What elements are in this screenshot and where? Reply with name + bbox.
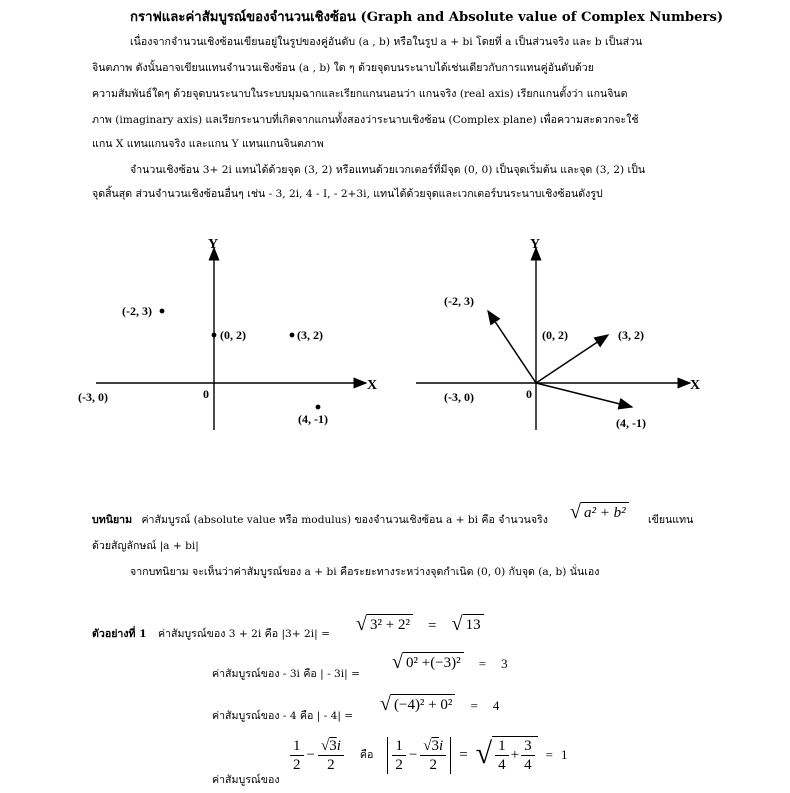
para2-line-1: จำนวนเชิงซ้อน 3+ 2i แทนได้ด้วยจุด (3, 2) หรือแทนด้วยเวกเตอร์ที่มีจุด (0, 0) เป็นจุดเริ่มต้น และจุด (3, 2) เป็น	[130, 164, 646, 176]
graph-vectors	[410, 230, 710, 440]
vector-arrow	[536, 383, 632, 407]
example-label: ตัวอย่างที่ 1	[92, 628, 147, 640]
page-title: กราฟและค่าสัมบูรณ์ของจำนวนเชิงซ้อน (Graph and Absolute value of Complex Numbers)	[130, 10, 724, 25]
definition-formula: √ a² + b²	[570, 502, 629, 523]
y-axis-label: Y	[530, 237, 541, 252]
intro-line-4: ภาพ (imaginary axis) แลเรียกระนาบที่เกิดจากแกนทั้งสองว่าระนาบเชิงซ้อน (Complex plane) เพื่อความสะดวกจะใช้	[92, 114, 639, 126]
vector-label: (-3, 0)	[444, 390, 474, 404]
y-axis-label: Y	[208, 237, 219, 252]
page-title-english: (Graph and Absolute value of Complex Numbers)	[355, 10, 724, 25]
definition-after: เขียนแทน	[648, 514, 694, 526]
point-label: (3, 2)	[297, 328, 323, 342]
definition-text: ค่าสัมบูรณ์ (absolute value หรือ modulus) ของจำนวนเชิงซ้อน a + bi คือ จำนวนจริง	[141, 514, 548, 526]
example-row-3: ค่าสัมบูรณ์ของ - 4 คือ | - 4| =	[212, 710, 354, 722]
example-row-2: ค่าสัมบูรณ์ของ - 3i คือ | - 3i| =	[212, 668, 360, 680]
vector-label: (4, -1)	[616, 416, 646, 430]
vector-label: (-2, 3)	[444, 294, 474, 308]
origin-label: 0	[203, 387, 209, 401]
intro-line-5: แกน X แทนแกนจริง และแกน Y แทนแกนจินตภาพ	[92, 138, 324, 150]
definition-line-3: จากบทนิยาม จะเห็นว่าค่าสัมบูรณ์ของ a + bi คือระยะทางระหว่างจุดกำเนิด (0, 0) กับจุด (a, b) นั่นเอง	[130, 566, 600, 578]
example-row-3-formula: √ (−4)² + 0² = 4	[380, 693, 500, 715]
point-label: (4, -1)	[298, 412, 328, 426]
definition-line-1	[92, 514, 548, 527]
intro-line-2: จินตภาพ ดังนั้นอาจเขียนแทนจำนวนเชิงซ้อน (a , b) ใด ๆ ด้วยจุดบนระนาบได้เช่นเดียวกับการแทนคู่อันดับด้วย	[92, 62, 594, 74]
x-axis-label: X	[367, 378, 378, 393]
definition-label: บทนิยาม	[92, 514, 133, 526]
point-marker	[290, 333, 295, 338]
vector-label: (0, 2)	[542, 328, 568, 342]
example-row-1-formula: √ 3² + 2² = √ 13	[356, 614, 484, 635]
definition-line-2: ด้วยสัญลักษณ์ |a + bi|	[92, 540, 199, 552]
vector-arrow	[536, 335, 608, 383]
point-marker	[212, 333, 217, 338]
vector-arrow	[488, 311, 536, 383]
example-row-4: ค่าสัมบูรณ์ของ	[212, 774, 280, 786]
example-row-2-formula: √ 0² +(−3)² = 3	[392, 651, 508, 673]
point-marker	[316, 405, 321, 410]
origin-label: 0	[526, 387, 532, 401]
point-label: (-3, 0)	[78, 390, 108, 404]
intro-line-3: ความสัมพันธ์ใดๆ ด้วยจุดบนระนาบในระบบมุมฉากและเรียกแกนนอนว่า แกนจริง (real axis) เรียกแกนตั้งว่า แกนจินต	[92, 88, 628, 100]
example-row-4-formula: $\frac{1}{2}$ − $\frac{√3i}{2}$ คือ $\frac{1}{2}$ − $\frac{√3i}{2}$ = √ $\frac{1}{4}$ + $\frac{3}{4}$ = 1	[290, 736, 567, 774]
x-axis-label: X	[690, 378, 701, 393]
example-row-1: ตัวอย่างที่ 1 ค่าสัมบูรณ์ของ 3 + 2i คือ |3+ 2i| =	[92, 628, 330, 640]
point-label: (-2, 3)	[122, 304, 152, 318]
point-label: (0, 2)	[220, 328, 246, 342]
vector-label: (3, 2)	[618, 328, 644, 342]
graph-points	[78, 230, 390, 440]
point-marker	[160, 309, 165, 314]
intro-line-1: เนื่องจากจำนวนเชิงซ้อนเขียนอยู่ในรูปของคู่อันดับ (a , b) หรือในรูป a + bi โดยที่ a เป็นส่วนจริง และ b เป็นส่วน	[130, 36, 643, 48]
para2-line-2: จุดสิ้นสุด ส่วนจำนวนเชิงซ้อนอื่นๆ เช่น - 3, 2i, 4 - I, - 2+3i, แทนได้ด้วยจุดและเวกเตอร์บนระนาบเชิงซ้อนดังรูป	[92, 188, 603, 200]
